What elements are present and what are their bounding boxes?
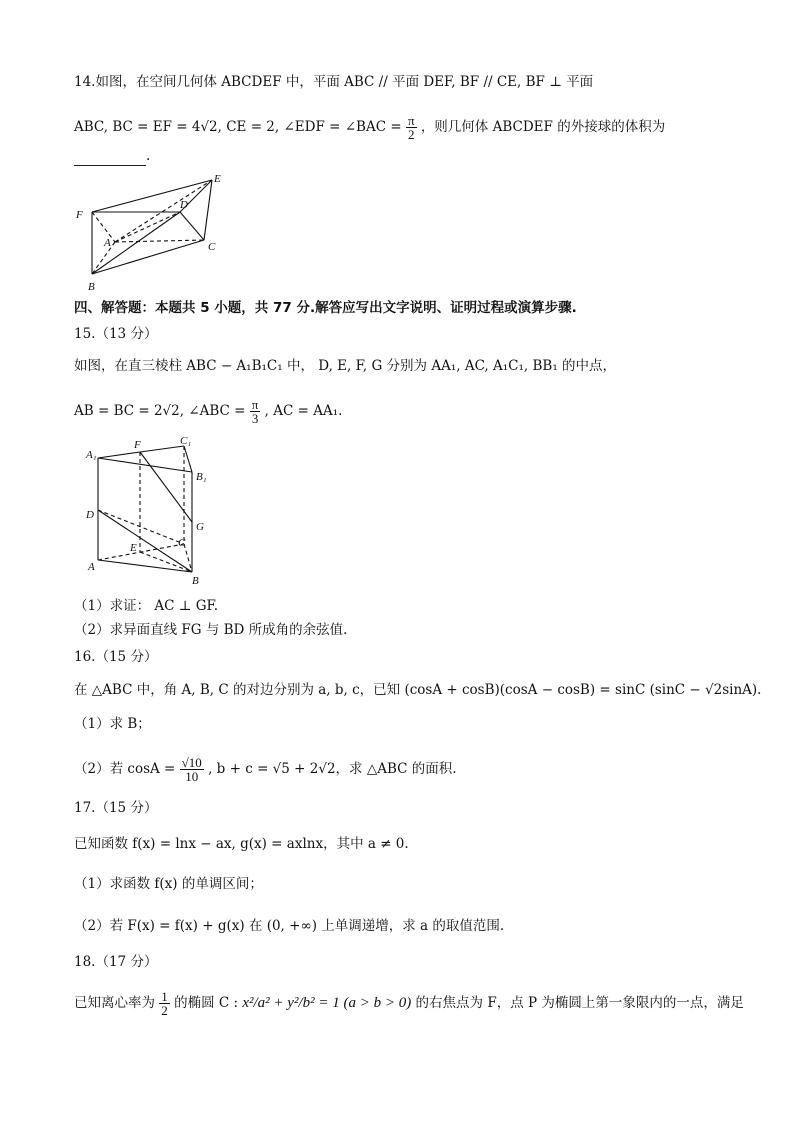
- label-G: G: [196, 521, 204, 533]
- q14-frac-num: π: [407, 113, 415, 128]
- q16-fraction: [180, 756, 204, 783]
- label-E: E: [130, 542, 137, 554]
- edge-FC1: [140, 446, 184, 452]
- q14-line1: 14.如图，在空间几何体 ABCDEF 中，平面 ABC // 平面 DEF, BF // CE, BF ⊥ 平面: [74, 74, 594, 90]
- q15-part1: （1）求证： AC ⊥ GF.: [74, 598, 219, 614]
- q16-line1: 在 △ABC 中，角 A, B, C 的对边分别为 a, b, c，已知 (cosA + cosB)(cosA − cosB) = sinC (sinC − √2sinA).: [74, 682, 762, 698]
- q15-fraction: [250, 398, 261, 425]
- label-A1: A₁: [86, 449, 97, 461]
- q14-frac-den: 2: [407, 127, 415, 142]
- edge-DC: [180, 212, 204, 240]
- label-F: F: [76, 209, 83, 221]
- q16-part1: （1）求 B；: [74, 716, 151, 732]
- q18-line1: [74, 989, 744, 1018]
- q15-header: 15.（13 分）: [74, 326, 158, 342]
- q16-part2-a: （2）若 cosA =: [74, 761, 176, 777]
- q14-line3: [74, 146, 734, 166]
- label-B: B: [88, 281, 95, 293]
- q17-line1: 已知函数 f(x) = lnx − ax, g(x) = axlnx，其中 a ≠ 0.: [74, 836, 409, 852]
- edge-AC: [115, 240, 204, 242]
- q14-line3-end: .: [146, 148, 151, 164]
- q14-line2-a: ABC, BC = EF = 4√2, CE = 2, ∠EDF = ∠BAC =: [74, 119, 402, 135]
- q16-header: 16.（15 分）: [74, 649, 158, 665]
- label-C1: C₁: [180, 435, 192, 447]
- q16-frac-den: 10: [185, 769, 199, 784]
- q18-line1-d: 的右焦点为 F，点 P 为椭圆上第一象限内的一点，满足: [415, 995, 744, 1011]
- edge-A1F: [98, 452, 140, 458]
- q18-ellipse-equation: x²/a² + y²/b² = 1 (a > b > 0): [242, 995, 412, 1011]
- edge-FE: [92, 180, 212, 212]
- q15-line2: [74, 398, 734, 425]
- label-A: A: [88, 561, 95, 573]
- q17-header: 17.（15 分）: [74, 800, 158, 816]
- q18-header: 18.（17 分）: [74, 954, 158, 970]
- label-F: F: [134, 439, 141, 451]
- q16-part2: [74, 756, 734, 783]
- q15-line2-a: AB = BC = 2√2, ∠ABC =: [74, 403, 246, 419]
- label-D: D: [86, 509, 94, 521]
- q16-part2-b: , b + c = √5 + 2√2，求 △ABC 的面积.: [208, 761, 457, 777]
- q14-fraction: [406, 114, 417, 141]
- q15-line2-b: , AC = AA₁.: [264, 403, 343, 419]
- section-title: 四、解答题：本题共 5 小题，共 77 分.解答应写出文字说明、证明过程或演算步骤.: [74, 300, 577, 316]
- q14-line2: [74, 114, 734, 141]
- q18-frac-num: 1: [161, 989, 168, 1004]
- edge-AD: [115, 212, 180, 242]
- label-C: C: [208, 241, 216, 253]
- q18-line1-a: 已知离心率为: [74, 995, 155, 1011]
- edge-C1B1: [184, 446, 192, 472]
- q14-figure: [70, 172, 240, 302]
- q15-part2: （2）求异面直线 FG 与 BD 所成角的余弦值.: [74, 622, 348, 638]
- q15-frac-num: π: [251, 397, 259, 412]
- q16-frac-num: √10: [181, 755, 202, 770]
- q14-line2-b: ，则几何体 ABCDEF 的外接球的体积为: [420, 119, 666, 135]
- label-B: B: [192, 575, 199, 587]
- q15-frac-den: 3: [251, 411, 259, 426]
- q17-part1: （1）求函数 f(x) 的单调区间；: [74, 876, 263, 892]
- edge-EC: [204, 180, 212, 240]
- q18-frac-den: 2: [161, 1003, 168, 1018]
- q15-line1: 如图，在直三棱柱 ABC − A₁B₁C₁ 中， D, E, F, G 分别为 AA₁, AC, A₁C₁, BB₁ 的中点，: [74, 358, 617, 374]
- label-B1: B₁: [196, 471, 207, 483]
- q18-fraction: [159, 990, 170, 1017]
- answer-blank[interactable]: [74, 151, 146, 166]
- q15-figure: [80, 432, 230, 588]
- label-D: D: [180, 199, 188, 211]
- q17-part2: （2）若 F(x) = f(x) + g(x) 在 (0, +∞) 上单调递增，求 a 的取值范围.: [74, 918, 505, 934]
- label-A: A: [104, 237, 111, 249]
- edge-A1B1: [98, 458, 192, 472]
- edge-AB: [98, 560, 192, 572]
- label-C: C: [178, 537, 186, 549]
- label-E: E: [214, 173, 221, 185]
- q18-line1-b: 的椭圆 C :: [174, 995, 239, 1011]
